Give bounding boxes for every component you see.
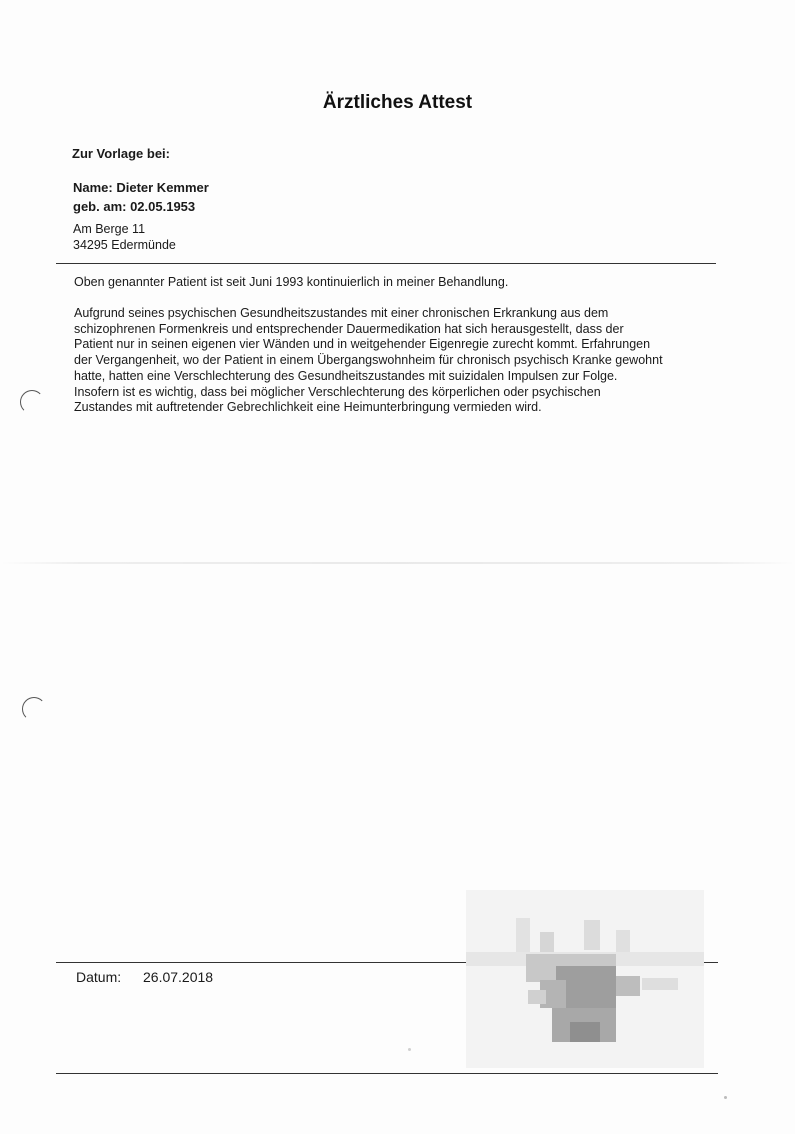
assessment-line: der Vergangenheit, wo der Patient in einem Übergangswohnheim für chronisch psychisch Kranke gewohnt [74, 353, 663, 368]
header-divider [56, 263, 716, 264]
assessment-line: Aufgrund seines psychischen Gesundheitszustandes mit einer chronischen Erkrankung aus dem [74, 306, 609, 320]
paper-speck [408, 1048, 411, 1051]
date-value: 26.07.2018 [143, 969, 214, 985]
date-label: Datum: [76, 969, 122, 985]
redacted-signature-stamp [466, 890, 704, 1068]
assessment-line: schizophrenen Formenkreis und entsprechender Dauermedikation hat sich herausgestellt, dass der [74, 321, 624, 336]
document-title: Ärztliches Attest [322, 92, 473, 113]
treatment-statement: Oben genannter Patient ist seit Juni 1993 kontinuierlich in meiner Behandlung. [74, 275, 509, 289]
assessment-line: Zustandes mit auftretender Gebrechlichkeit eine Heimunterbringung vermieden wird. [74, 400, 542, 415]
assessment-line: Insofern ist es wichtig, dass bei möglicher Verschlechterung des körperlichen oder psychischen [74, 384, 601, 399]
footer-divider [56, 1073, 718, 1074]
patient-city: 34295 Edermünde [73, 238, 176, 252]
punch-hole-mark [20, 390, 44, 414]
punch-hole-mark [22, 697, 46, 721]
patient-birthdate: geb. am: 02.05.1953 [73, 199, 196, 214]
assessment-paragraph [74, 306, 714, 416]
assessment-line: Patient nur in seinen eigenen vier Wänden und in weitgehender Eigenregie zurecht kommt. Erfahrungen [74, 337, 651, 352]
patient-street: Am Berge 11 [73, 222, 146, 236]
presentation-label: Zur Vorlage bei: [72, 146, 170, 161]
paper-fold-line [0, 562, 795, 564]
assessment-line: hatte, hatten eine Verschlechterung des Gesundheitszustandes mit suizidalen Impulsen zur Folge. [74, 368, 618, 383]
patient-name: Name: Dieter Kemmer [73, 180, 209, 195]
paper-speck [724, 1096, 727, 1099]
